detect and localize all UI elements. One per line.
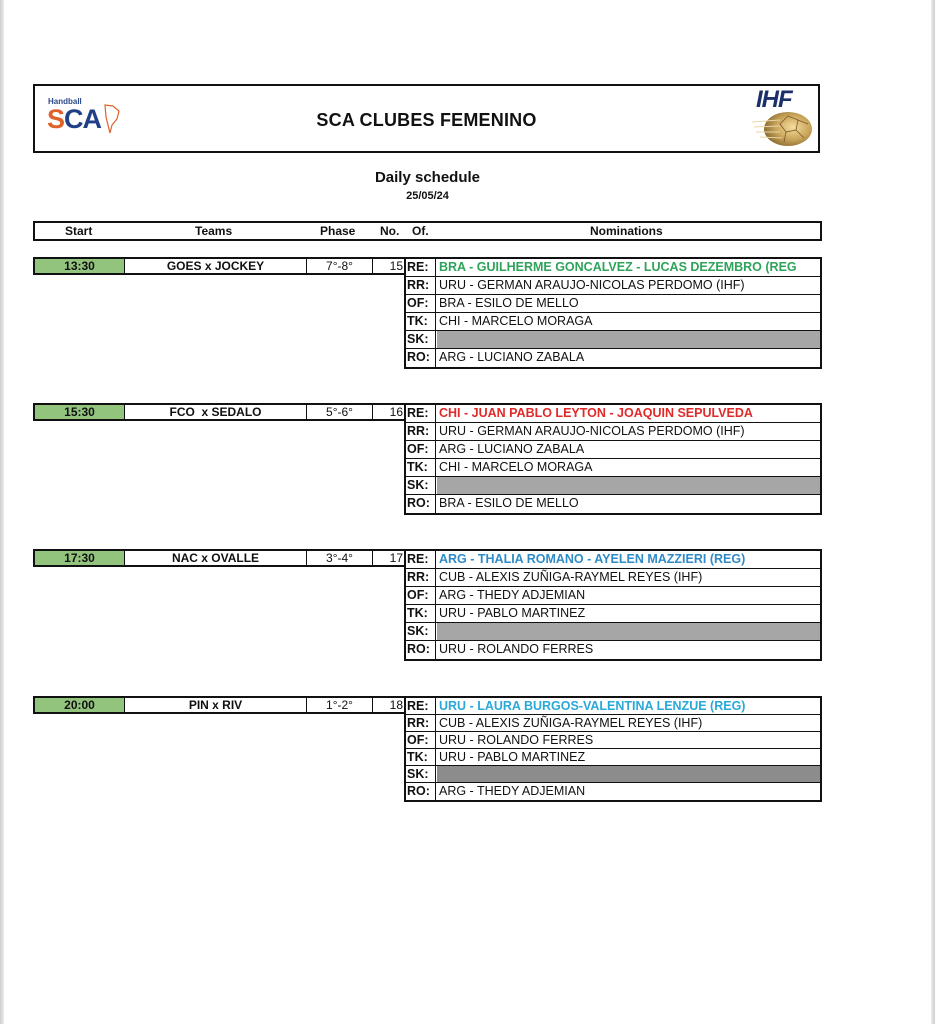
nomination-value-empty bbox=[437, 477, 820, 494]
sca-logo-caption: Handball bbox=[48, 97, 82, 106]
nomination-code: RO: bbox=[406, 349, 436, 367]
nomination-value: URU - ROLANDO FERRES bbox=[439, 733, 594, 747]
nomination-value: BRA - ESILO DE MELLO bbox=[439, 296, 579, 310]
nomination-code: RE: bbox=[406, 405, 436, 422]
nomination-row-of bbox=[406, 732, 820, 749]
match-teams: GOES x JOCKEY bbox=[125, 259, 307, 273]
nomination-value: URU - ROLANDO FERRES bbox=[439, 642, 594, 656]
nomination-code: RO: bbox=[406, 641, 436, 659]
nomination-row-tk bbox=[406, 459, 820, 477]
match-info-row bbox=[33, 257, 406, 275]
match-number: 17 bbox=[389, 551, 403, 565]
nomination-row-rr bbox=[406, 277, 820, 295]
nomination-value: CHI - MARCELO MORAGA bbox=[439, 460, 593, 474]
nomination-code: TK: bbox=[406, 749, 436, 765]
nomination-row-sk bbox=[406, 477, 820, 495]
nomination-row-ro bbox=[406, 495, 820, 513]
nomination-code: RE: bbox=[406, 259, 436, 276]
column-header-row bbox=[33, 221, 822, 241]
nomination-code: SK: bbox=[406, 766, 436, 782]
nomination-value: CUB - ALEXIS ZUÑIGA-RAYMEL REYES (IHF) bbox=[439, 716, 703, 730]
nomination-value-empty bbox=[437, 331, 820, 348]
schedule-date: 25/05/24 bbox=[406, 190, 449, 202]
ihf-logo bbox=[748, 86, 816, 150]
nomination-value: ARG - THALIA ROMANO - AYELEN MAZZIERI (REG) bbox=[439, 552, 746, 566]
nominations-table bbox=[404, 549, 822, 661]
match-teams: PIN x RIV bbox=[125, 698, 307, 712]
nominations-table bbox=[404, 403, 822, 515]
column-phase: Phase bbox=[320, 224, 356, 238]
nomination-code: OF: bbox=[406, 441, 436, 458]
match-number: 16 bbox=[389, 405, 403, 419]
column-nominations: Nominations bbox=[590, 224, 663, 238]
nomination-code: RR: bbox=[406, 277, 436, 294]
nomination-row-of bbox=[406, 587, 820, 605]
nomination-code: TK: bbox=[406, 605, 436, 622]
match-teams: FCO x SEDALO bbox=[125, 405, 307, 419]
match-phase: 3°-4° bbox=[307, 551, 373, 565]
nomination-value: BRA - GUILHERME GONCALVEZ - LUCAS DEZEMBRO (REG bbox=[439, 260, 797, 274]
nomination-value: URU - GERMAN ARAUJO-NICOLAS PERDOMO (IHF) bbox=[439, 424, 745, 438]
nomination-code: RR: bbox=[406, 423, 436, 440]
nomination-value-empty bbox=[437, 623, 820, 640]
match-start-time: 17:30 bbox=[35, 551, 125, 565]
nomination-row-rr bbox=[406, 423, 820, 441]
nomination-code: SK: bbox=[406, 623, 436, 640]
sca-logo-s: S bbox=[47, 104, 65, 134]
nomination-row-tk bbox=[406, 749, 820, 766]
match-phase: 5°-6° bbox=[307, 405, 373, 419]
column-of: Of. bbox=[412, 224, 429, 238]
nomination-row-rr bbox=[406, 569, 820, 587]
match-start-time: 20:00 bbox=[35, 698, 125, 712]
nomination-row-of bbox=[406, 441, 820, 459]
nomination-code: OF: bbox=[406, 732, 436, 748]
nomination-value: CUB - ALEXIS ZUÑIGA-RAYMEL REYES (IHF) bbox=[439, 570, 703, 584]
nomination-row-sk bbox=[406, 331, 820, 349]
nomination-value: BRA - ESILO DE MELLO bbox=[439, 496, 579, 510]
nomination-row-tk bbox=[406, 605, 820, 623]
match-info-row bbox=[33, 403, 406, 421]
document-header bbox=[33, 84, 820, 153]
sca-logo-ca: CA bbox=[64, 104, 102, 134]
nomination-value: URU - PABLO MARTINEZ bbox=[439, 606, 586, 620]
nominations-table bbox=[404, 696, 822, 802]
schedule-subtitle: Daily schedule bbox=[374, 169, 481, 186]
nomination-row-re bbox=[406, 405, 820, 423]
nomination-row-re bbox=[406, 698, 820, 715]
nomination-row-sk bbox=[406, 623, 820, 641]
nomination-value: URU - GERMAN ARAUJO-NICOLAS PERDOMO (IHF) bbox=[439, 278, 745, 292]
match-number: 18 bbox=[389, 698, 403, 712]
nomination-code: RR: bbox=[406, 715, 436, 731]
nomination-code: RR: bbox=[406, 569, 436, 586]
nomination-value: ARG - LUCIANO ZABALA bbox=[439, 442, 585, 456]
handball-ball-icon bbox=[750, 110, 814, 148]
nomination-row-re bbox=[406, 551, 820, 569]
nomination-row-re bbox=[406, 259, 820, 277]
nomination-row-tk bbox=[406, 313, 820, 331]
nomination-row-ro bbox=[406, 783, 820, 800]
match-info-row bbox=[33, 696, 406, 714]
nomination-code: RO: bbox=[406, 783, 436, 800]
nomination-value: ARG - THEDY ADJEMIAN bbox=[439, 784, 586, 798]
column-start: Start bbox=[65, 224, 93, 238]
match-info-row bbox=[33, 549, 406, 567]
nomination-row-ro bbox=[406, 641, 820, 659]
nomination-code: SK: bbox=[406, 477, 436, 494]
nomination-code: TK: bbox=[406, 459, 436, 476]
nomination-code: OF: bbox=[406, 295, 436, 312]
nomination-row-of bbox=[406, 295, 820, 313]
nomination-row-ro bbox=[406, 349, 820, 367]
nomination-code: RE: bbox=[406, 551, 436, 568]
nomination-value: CHI - MARCELO MORAGA bbox=[439, 314, 593, 328]
match-phase: 7°-8° bbox=[307, 259, 373, 273]
nomination-code: SK: bbox=[406, 331, 436, 348]
column-teams: Teams bbox=[195, 224, 233, 238]
match-start-time: 13:30 bbox=[35, 259, 125, 273]
nomination-code: RO: bbox=[406, 495, 436, 513]
page-edge-right bbox=[931, 0, 935, 1024]
nomination-code: TK: bbox=[406, 313, 436, 330]
nomination-value: URU - PABLO MARTINEZ bbox=[439, 750, 586, 764]
ihf-wordmark: IHF bbox=[756, 86, 792, 113]
nomination-row-rr bbox=[406, 715, 820, 732]
nomination-value-empty bbox=[437, 766, 820, 782]
match-number: 15 bbox=[389, 259, 403, 273]
nominations-table bbox=[404, 257, 822, 369]
nomination-code: RE: bbox=[406, 698, 436, 714]
match-teams: NAC x OVALLE bbox=[125, 551, 307, 565]
match-phase: 1°-2° bbox=[307, 698, 373, 712]
nomination-value: CHI - JUAN PABLO LEYTON - JOAQUIN SEPULVEDA bbox=[439, 406, 753, 420]
nomination-value: ARG - THEDY ADJEMIAN bbox=[439, 588, 586, 602]
nomination-code: OF: bbox=[406, 587, 436, 604]
match-start-time: 15:30 bbox=[35, 405, 125, 419]
page-edge-left bbox=[0, 0, 4, 1024]
column-no: No. bbox=[380, 224, 400, 238]
nomination-value: ARG - LUCIANO ZABALA bbox=[439, 350, 585, 364]
nomination-row-sk bbox=[406, 766, 820, 783]
nomination-value: URU - LAURA BURGOS-VALENTINA LENZUE (REG) bbox=[439, 699, 746, 713]
document-title: SCA CLUBES FEMENINO bbox=[316, 110, 537, 130]
